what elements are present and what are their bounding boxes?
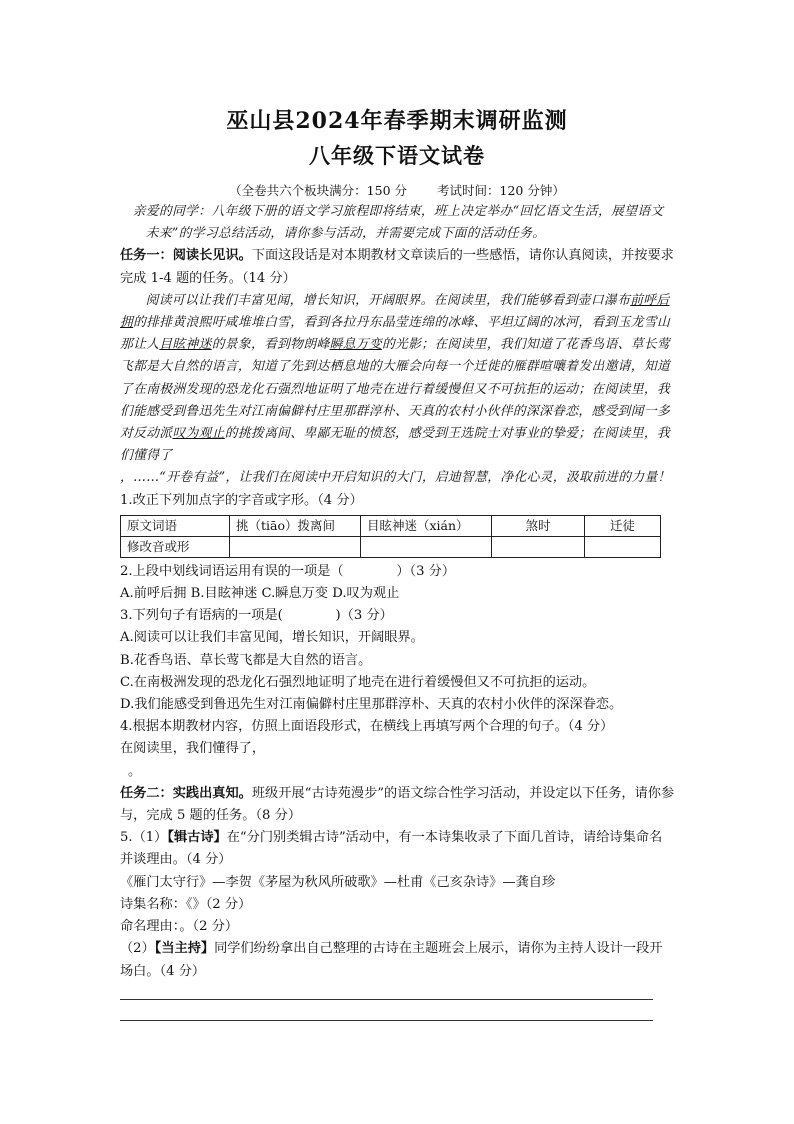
exam-time: 考试时间：120 分钟） [437, 183, 565, 198]
table-cell: 修改音或形 [121, 536, 230, 557]
task2-heading [120, 783, 675, 827]
table-cell: 迁徒 [585, 515, 661, 536]
q4-end: 。 [128, 763, 142, 779]
q3-option-d: D.我们能感受到鲁迅先生对江南偏僻村庄里那群淳朴、天真的农村小伙伴的深深眷恋。 [120, 697, 623, 713]
q5-2-number: （2） [120, 941, 155, 957]
q3-option-b: B.花香鸟语、草长莺飞都是大自然的语言。 [120, 652, 372, 668]
passage-text: 的景象，看到物朗峰 [211, 337, 330, 353]
reading-passage [120, 290, 675, 468]
q5-2-text: 同学们纷纷拿出自己整理的古诗在主题班会上展示，请你为主持人设计一段开场白。（4 分） [120, 941, 663, 979]
q5-1-text: 在“分门别类辑古诗”活动中，有一本诗集收录了下面几首诗，请给诗集命名并谈理由。（4 分） [120, 830, 663, 868]
q2-options: A.前呼后拥 B.目眩神迷 C.瞬息万变 D.叹为观止 [120, 586, 400, 602]
q2-stem: 2.上段中划线词语运用有误的一项是（ ）（3 分） [120, 563, 456, 579]
underlined-word: 瞬息万变 [329, 337, 382, 353]
q5-2-tag: 【当主持】 [154, 941, 215, 957]
exam-body [120, 201, 675, 983]
q5-1 [120, 827, 675, 871]
passage-text: 的光影；在阅读里，我们知道了花香鸟语、草长莺飞都是大自然的语言，知道了先到达栖息地的大雁会向每一个迁徙的雁群喧嚷着发出邀请，知道了在南极洲发现的恐龙化石强烈地证明了地壳在进行着缓慢但又不可抗拒的运动；在阅读里，我们能感受到鲁迅先生对江南偏僻村庄里那群淳朴、天真的农村小伙伴的深深眷恋，感受到闻一多对反动派 [120, 337, 671, 442]
underlined-word: 目眩神迷 [159, 337, 212, 353]
q3-option-c: C.在南极洲发现的恐龙化石强烈地证明了地壳在进行着缓慢但又不可抗拒的运动。 [120, 674, 596, 690]
answer-cell[interactable] [361, 536, 492, 557]
table-cell: 煞时 [492, 515, 585, 536]
underlined-word: 前呼后拥 [120, 292, 670, 331]
passage-ending: ，……“开卷有益”，让我们在阅读中开启知识的大门，启迪智慧，净化心灵，汲取前进的力量！ [120, 470, 671, 486]
answer-cell[interactable] [585, 536, 661, 557]
q5-1-name-line[interactable]: 诗集名称：《》（2 分） [120, 896, 252, 912]
correction-table [120, 515, 661, 558]
table-cell: 目眩神迷（xián） [361, 515, 492, 536]
table-row [121, 515, 661, 536]
exam-title: 巫山县2024年春季期末调研监测 [226, 108, 568, 134]
exam-info [0, 181, 794, 199]
passage-text: 的排排黄浪熙吁咸堆堆白雪，看到各拉丹东晶莹连绵的冰峰、平坦辽阔的冰河，看到玉龙雪山那让人 [120, 315, 671, 353]
q5-1-tag: 【辑古诗】 [167, 830, 227, 846]
q1-stem: 1.改正下列加点字的字音或字形。（4 分） [120, 492, 363, 508]
table-cell: 挑（tiāo）拨离间 [230, 515, 361, 536]
full-score: （全卷共六个板块满分：150 分 [229, 183, 407, 198]
answer-line-2[interactable] [120, 1020, 653, 1021]
task2-desc: 班级开展“古诗苑漫步”的语文综合性学习活动，并设定以下任务，请你参与，完成 5 题的任务。（8 分） [120, 785, 675, 824]
q3-option-a: A.阅读可以让我们丰富见闻，增长知识，开阔眼界。 [120, 630, 424, 646]
underlined-word: 叹为观止 [172, 426, 225, 442]
q5-1-reason-line[interactable]: 命名理由：。（2 分） [120, 919, 239, 935]
q5-1-number: 5.（1） [120, 830, 168, 846]
task1-heading [120, 245, 675, 289]
intro-paragraph: 亲爱的同学：八年级下册的语文学习旅程即将结束，班上决定举办“回忆语文生活，展望语文未来”的学习总结活动，请你参与活动，并需要完成下面的活动任务。 [132, 204, 664, 242]
answer-cell[interactable] [230, 536, 361, 557]
answer-line-1[interactable] [120, 999, 653, 1000]
task1-desc: 下面这段话是对本期教材文章读后的一些感悟，请你认真阅读，并按要求完成 1-4 题的任务。（14 分） [120, 248, 674, 286]
task2-title: 任务二：实践出真知。 [120, 785, 252, 801]
exam-subtitle: 八年级下语文试卷 [309, 143, 485, 168]
table-cell: 原文词语 [121, 515, 230, 536]
table-row [121, 536, 661, 557]
passage-text: 的挑拨离间、卑鄙无耻的愤怒，感受到王选院士对事业的挚爱；在阅读里，我们懂得了 [120, 426, 671, 464]
q5-2 [120, 938, 675, 982]
q4-stem: 4.根据本期教材内容，仿照上面语段形式，在横线上再填写两个合理的句子。（4 分） [120, 719, 614, 735]
passage-text: 阅读可以让我们丰富见闻，增长知识，开阔眼界。在阅读里，我们能够看到壶口瀑布 [145, 292, 631, 308]
q5-1-poems: 《雁门太守行》—李贺《茅屋为秋风所破歌》—杜甫《己亥杂诗》—龚自珍 [120, 874, 556, 890]
answer-cell[interactable] [492, 536, 585, 557]
q3-stem: 3.下列句子有语病的一项是( )（3 分） [120, 608, 393, 624]
task1-title: 任务一：阅读长见识。 [120, 248, 252, 264]
q4-answer-line[interactable]: 在阅读里，我们懂得了， [120, 741, 266, 757]
